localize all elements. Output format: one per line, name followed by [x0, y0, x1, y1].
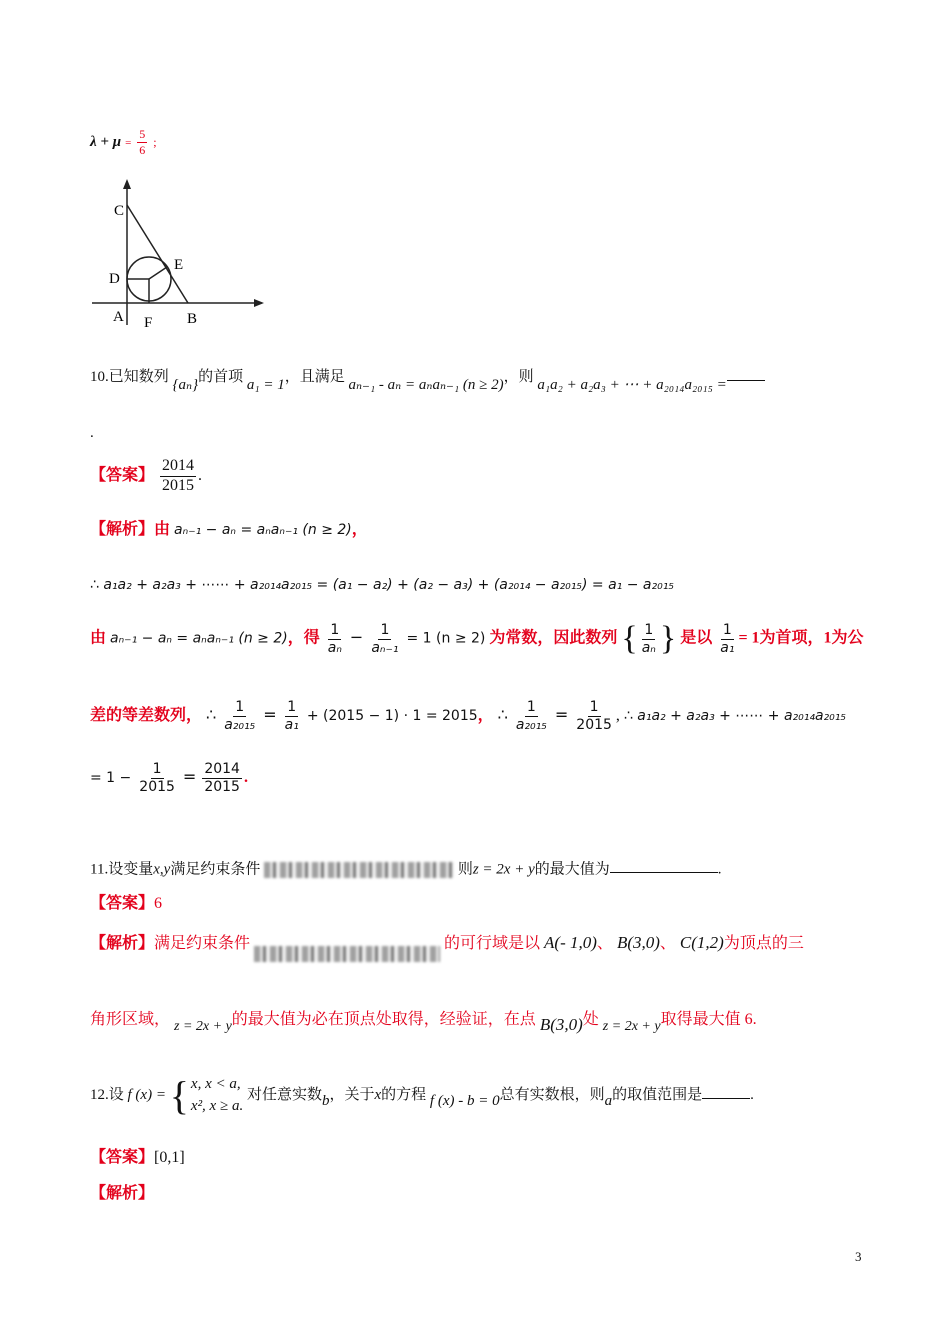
q10-number: 10.	[90, 369, 109, 385]
label-f: F	[144, 315, 153, 331]
answer-11: 【答案】6	[90, 895, 163, 912]
label-d: D	[109, 271, 120, 287]
page-number: 3	[855, 1249, 862, 1264]
solution-11-line2: 角形区域， z = 2x + y的最大值为必在顶点处取得，经验证，在点 B(3,0)处 z = 2x + y取得最大值 6.	[90, 1011, 757, 1034]
q12-piecewise: { x, x < a, x², x ≥ a.	[169, 1072, 244, 1118]
question-10: 10.已知数列 {aₙ}的首项 a₁ = 1，且满足 aₙ₋₁ - aₙ = aₙaₙ₋₁ (n ≥ 2)，则 a₁a₂ + a₂a₃ + ⋯ + a₂₀₁₄a₂₀₁₅ =	[90, 370, 765, 385]
label-b: B	[187, 311, 198, 327]
equals: =	[125, 136, 132, 149]
label-e: E	[174, 257, 184, 273]
solution-10-line2: ∴ a₁a₂ + a₂a₃ + ⋯⋯ + a₂₀₁₄a₂₀₁₅ = (a₁ − a₂) + (a₂ − a₃) + (a₂₀₁₄ − a₂₀₁₅) = a₁ − a₂₀₁₅	[90, 577, 674, 593]
lambda-mu: λ + μ	[90, 133, 122, 150]
q10-a1: a₁ = 1	[246, 377, 285, 393]
answer-fraction: $\frac{2014}{2015}$	[162, 457, 195, 494]
q10-answer-blank	[727, 380, 765, 381]
answer-12: 【答案】[0,1]	[90, 1149, 185, 1166]
solution-tag: 【解析】	[90, 521, 155, 538]
q10-sum: a₁a₂ + a₂a₃ + ⋯ + a₂₀₁₄a₂₀₁₅ =	[537, 377, 727, 393]
solution-10-line3: 由 aₙ₋₁ − aₙ = aₙaₙ₋₁ (n ≥ 2)，得 $\frac{1}{\text{aₙ}}$ − $\frac{1}{\text{aₙ₋₁}}$ = 1 (n ≥ 2) 为常数，因此数列 { $\frac{1}{\text{aₙ}}$ } 是以 $\frac{1}{\text{a₁}}$ = 1为首项，1为公	[90, 620, 864, 657]
solution-10-line1: 【解析】由 aₙ₋₁ − aₙ = aₙaₙ₋₁ (n ≥ 2)，	[90, 521, 368, 538]
solution-10-line4: 差的等差数列， ∴ $\frac{1}{\text{a₂₀₁₅}}$ = $\frac{1}{\text{a₁}}$ + (2015 − 1) · 1 = 2015， ∴ $\frac{1}{\text{a₂₀₁₅}}$ = $\frac{1}{2015}$ , ∴ a₁a₂ + a₂a₃ + ⋯⋯ + a₂₀₁₄a₂₀₁₅	[90, 699, 846, 733]
q11-constraint-image	[264, 862, 454, 878]
solution-12: 【解析】	[90, 1185, 155, 1202]
label-c: C	[114, 203, 125, 219]
q10-condition: aₙ₋₁ - aₙ = aₙaₙ₋₁ (n ≥ 2)	[348, 377, 504, 393]
geometry-figure	[86, 175, 271, 335]
question-11: 11.设变量x,y满足约束条件 则z = 2x + y的最大值为 .	[90, 861, 722, 878]
q12-answer-blank	[702, 1098, 750, 1099]
solution-11-line1: 【解析】满足约束条件 的可行域是以 A(- 1,0)、 B(3,0)、 C(1,2)为顶点的三	[90, 934, 804, 952]
lambda-mu-line: λ + μ = $\frac{5}{6}$ ;	[90, 127, 157, 157]
answer-10: 【答案】 $\frac{2014}{2015}$ .	[90, 457, 203, 494]
question-12: 12.设 f (x) = { x, x < a, x², x ≥ a. 对任意实数b，关于x的方程 f (x) - b = 0总有实数根，则a的取值范围是 .	[90, 1072, 754, 1118]
label-a: A	[113, 309, 124, 325]
fraction-5-6: $\frac{5}{6}$	[139, 127, 146, 157]
solution-10-line5: = 1 − $\frac{1}{2015}$ = $\frac{2014}{2015}$ .	[90, 761, 248, 795]
s11-constraint-image	[254, 946, 440, 962]
q11-answer-blank	[610, 872, 718, 873]
q10-seq: {aₙ}	[172, 377, 199, 393]
answer-tag: 【答案】	[90, 466, 155, 484]
